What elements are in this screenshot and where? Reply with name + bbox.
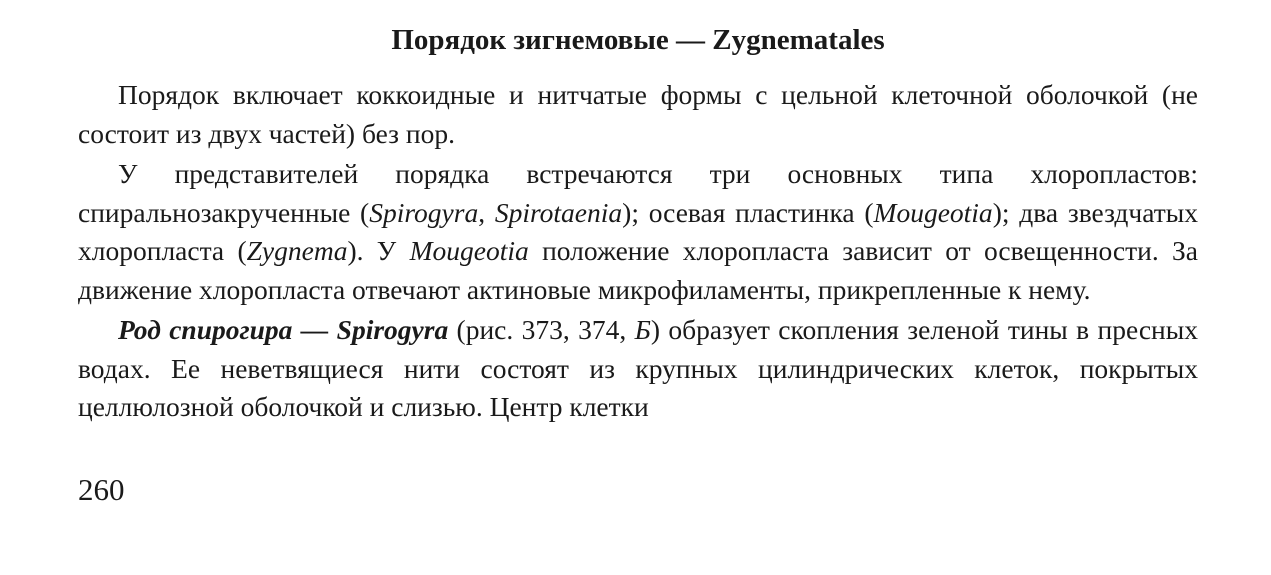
page-content [78, 22, 1198, 427]
genus-name-italic: Zygnema [246, 235, 348, 266]
paragraph-2-text: У представителей порядка встречаются три основных типа хлоропластов: спиральнозакрученные ( [78, 158, 1198, 228]
section-heading: Порядок зигнемовые — Zygnematales [391, 24, 885, 56]
paragraph-2-text: ); два звездчатых хлоропласта ( [78, 196, 1198, 266]
paragraph-3-text: (рис. 373, 374, [448, 314, 635, 345]
genus-name-italic: Spirotaenia [494, 196, 623, 228]
genus-name-italic: Spirogyra [369, 196, 479, 228]
page-number: 260 [78, 472, 125, 507]
paragraph-2-text: ). У [347, 235, 410, 266]
paragraph-2 [78, 155, 1198, 309]
figure-letter-italic: Б [634, 314, 651, 345]
paragraph-1-text: Порядок включает коккоидные и нитчатые формы с цельной клеточной оболочкой (не состоит из двух частей) без пор. [78, 79, 1198, 149]
paragraph-2-text: , [478, 196, 495, 228]
paragraph-2-text: ); осевая пластинка ( [622, 196, 874, 228]
paragraph-3 [78, 311, 1198, 427]
paragraph-2-text: положение хлоропласта зависит от освещенности. За движение хлоропласта отвечают актиновые микрофиламенты, прикрепленные к нему. [78, 235, 1198, 305]
paragraph-3-text: ) образует скопления зеленой тины в пресных водах. Ее неветвящиеся нити состоят из крупных цилиндрических клеток, покрытых целлюлозной оболочкой и слизью. Центр клетки [78, 314, 1198, 422]
genus-name-italic: Mougeotia [873, 196, 993, 228]
genus-heading-bold-italic: Род спирогира — Spirogyra [118, 314, 449, 345]
genus-name-italic: Mougeotia [409, 235, 529, 266]
paragraph-1 [78, 76, 1198, 153]
